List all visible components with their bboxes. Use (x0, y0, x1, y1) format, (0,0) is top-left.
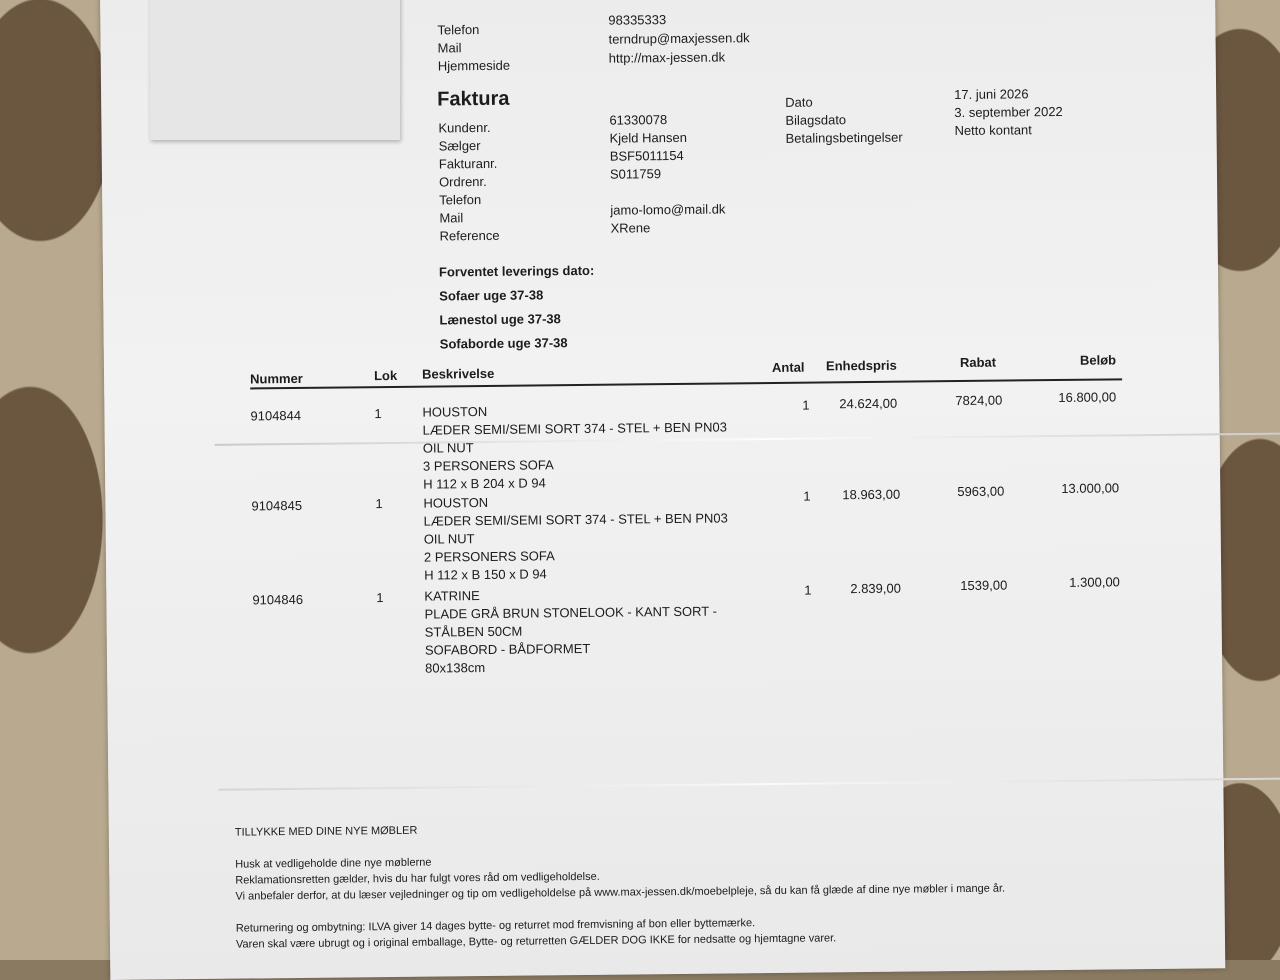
row-desc-line: PLADE GRÅ BRUN STONELOOK - KANT SORT - (424, 603, 717, 622)
company-mail-label: Mail (437, 40, 462, 56)
field-value: 17. juni 2026 (954, 86, 1029, 103)
row-desc-line: HOUSTON (422, 403, 488, 420)
row-unit-price: 18.963,00 (842, 486, 901, 503)
row-number: 9104845 (251, 497, 303, 514)
row-desc-line: HOUSTON (423, 494, 489, 511)
field-label: Betalingsbetingelser (785, 129, 903, 146)
col-qty-header: Antal (771, 359, 805, 375)
row-qty: 1 (804, 582, 812, 598)
delivery-heading: Forventet leverings dato: (438, 262, 595, 280)
row-desc-line: H 112 x B 204 x D 94 (423, 475, 546, 492)
row-discount: 5963,00 (957, 483, 1005, 500)
invoice-title: Faktura (437, 87, 510, 111)
field-label: Dato (785, 94, 813, 110)
row-desc-line: LÆDER SEMI/SEMI SORT 374 - STEL + BEN PN03 (422, 419, 727, 438)
company-web: http://max-jessen.dk (608, 49, 726, 66)
row-amount: 1.300,00 (1069, 574, 1120, 590)
field-value: BSF5011154 (609, 147, 684, 164)
delivery-line: Lænestol uge 37-38 (439, 311, 561, 328)
row-desc-line: OIL NUT (423, 531, 475, 547)
footer-text: Vi anbefaler derfor, at du læser vejledninger og tip om vedligeholdelse på www.max-jessen.dk/moebelpleje, så du kan få glæde af dine nye møbler i mange år. (235, 882, 1006, 903)
row-qty: 1 (803, 488, 811, 504)
delivery-line: Sofaborde uge 37-38 (439, 335, 568, 352)
delivery-line: Sofaer uge 37-38 (439, 287, 544, 304)
row-desc-line: H 112 x B 150 x D 94 (424, 566, 547, 583)
company-phone: 98335333 (608, 12, 667, 28)
field-label: Ordrenr. (438, 173, 487, 190)
field-value: 61330078 (609, 112, 668, 128)
row-desc-line: OIL NUT (422, 440, 474, 456)
row-number: 9104846 (252, 591, 304, 608)
row-desc-line: LÆDER SEMI/SEMI SORT 374 - STEL + BEN PN03 (423, 510, 728, 529)
field-label: Mail (439, 210, 464, 226)
field-label: Bilagsdato (785, 112, 847, 128)
company-web-label: Hjemmeside (437, 57, 511, 74)
row-lok: 1 (375, 496, 383, 512)
row-desc-line: 3 PERSONERS SOFA (422, 457, 554, 474)
paper-fold (215, 432, 1280, 446)
field-label: Fakturanr. (438, 155, 498, 172)
company-country (437, 0, 490, 1)
row-desc-line: SOFABORD - BÅDFORMET (424, 640, 591, 658)
field-value: 3. september 2022 (954, 103, 1063, 121)
field-value: Netto kontant (954, 122, 1032, 139)
field-value: Kjeld Hansen (609, 129, 687, 146)
col-number-header: Nummer (250, 370, 303, 387)
field-value: S011759 (609, 166, 662, 182)
paper-fold (218, 777, 1280, 791)
field-label: Telefon (439, 192, 482, 208)
field-label: Sælger (438, 138, 481, 154)
row-lok: 1 (374, 406, 382, 422)
field-label: Kundenr. (438, 119, 491, 136)
col-desc-header: Beskrivelse (421, 365, 495, 382)
footer-text: Reklamationsretten gælder, hvis du har fulgt vores råd om vedligeholdelse. (235, 870, 600, 887)
row-amount: 13.000,00 (1061, 480, 1120, 496)
company-phone-label: Telefon (437, 22, 480, 38)
address-sticker (150, 0, 400, 140)
col-amount-header: Beløb (1079, 352, 1117, 368)
row-unit-price: 2.839,00 (850, 580, 901, 597)
col-unit-header: Enhedspris (825, 357, 897, 374)
row-discount: 1539,00 (960, 577, 1008, 594)
row-desc-line: 2 PERSONERS SOFA (423, 548, 555, 565)
invoice-paper (100, 0, 1225, 980)
footer-congrats: TILLYKKE MED DINE NYE MØBLER (234, 824, 418, 839)
row-desc-line: KATRINE (424, 588, 480, 604)
row-qty: 1 (802, 397, 810, 413)
col-discount-header: Rabat (959, 354, 997, 371)
field-value: jamo-lomo@mail.dk (610, 201, 726, 218)
row-number: 9104844 (250, 407, 302, 424)
footer-text: Varen skal være ubrugt og i original emballage, Bytte- og returretten GÆLDER DOG IKKE for nedsatte og hjemtagne varer. (235, 932, 837, 951)
col-lok-header: Lok (373, 367, 398, 384)
row-desc-line: STÅLBEN 50CM (424, 623, 523, 640)
row-discount: 7824,00 (955, 392, 1003, 409)
row-lok: 1 (376, 590, 384, 606)
row-unit-price: 24.624,00 (839, 395, 898, 412)
field-value: XRene (610, 220, 651, 236)
row-desc-line: 80x138cm (425, 660, 486, 676)
footer-text: Returnering og ombytning: ILVA giver 14 dages bytte- og returret mod fremvisning af bon eller byttemærke. (235, 917, 756, 935)
row-amount: 16.800,00 (1058, 389, 1117, 405)
footer-text: Husk at vedligeholde dine nye møblerne (235, 856, 432, 871)
field-label: Reference (439, 227, 500, 244)
company-mail: terndrup@maxjessen.dk (608, 30, 750, 47)
